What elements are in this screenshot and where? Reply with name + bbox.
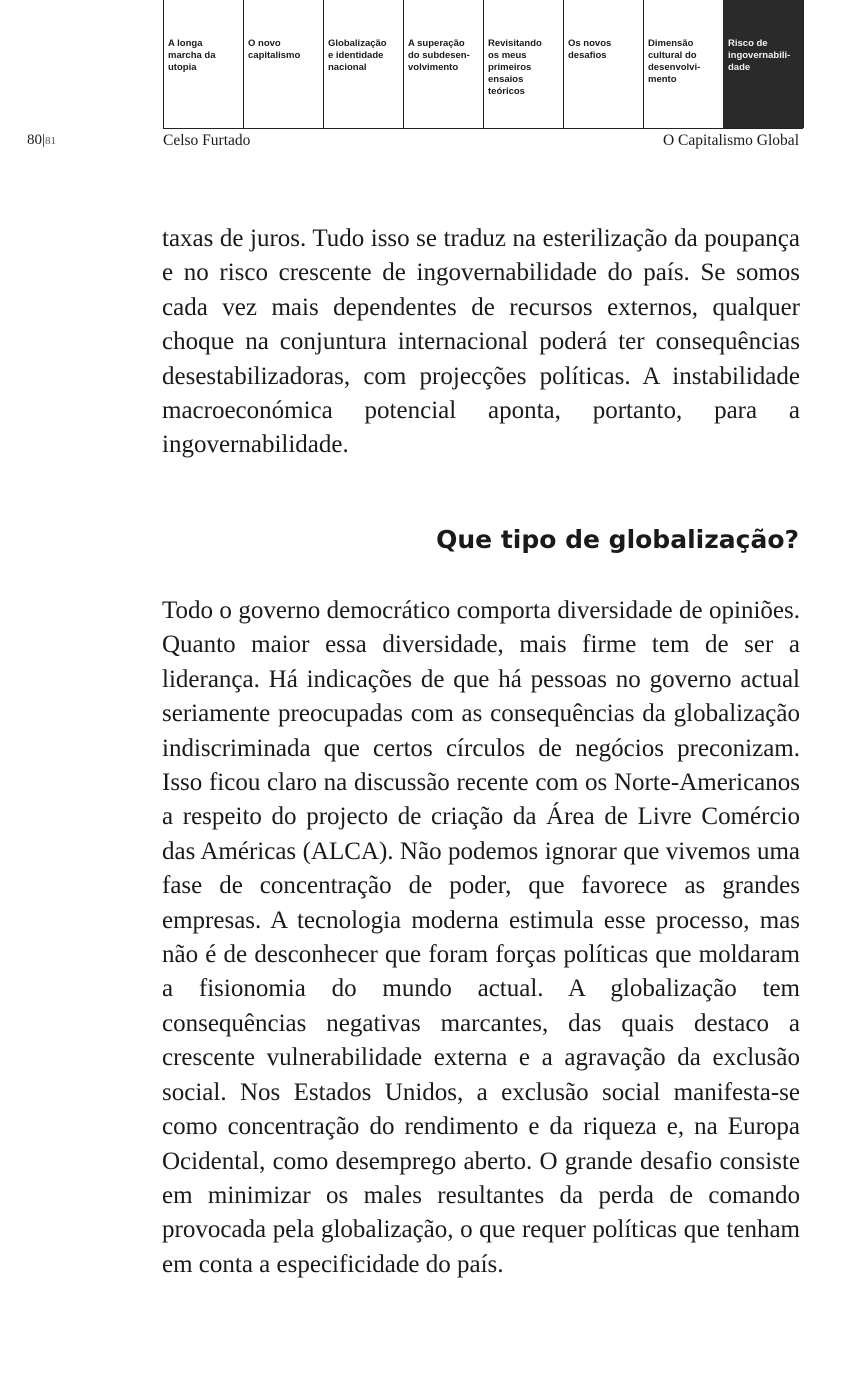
page-number-right: 81 (45, 135, 57, 147)
chapter-tab-label: Revisitando os meus primeiros ensaios teóricos (488, 38, 542, 97)
chapter-tab-revisitando-ensaios[interactable] (483, 0, 563, 128)
chapter-tab-longa-marcha[interactable] (163, 0, 243, 128)
chapter-tab-globalizacao-identidade[interactable] (323, 0, 403, 128)
chapter-tab-label: O novo capitalismo (248, 38, 301, 61)
chapter-tab-superacao-subdesenvolvimento[interactable] (403, 0, 483, 128)
chapter-tab-label: Dimensão cultural do desenvolvi- mento (648, 38, 701, 85)
body-paragraph-1: taxas de juros. Tudo isso se traduz na esterilização da poupança e no risco crescente de ingovernabilidade do país. Se somos cada vez mais dependentes de recursos externos, qualquer choque na conjuntura internacional poderá ter consequências desestabilizadoras, com projecções políticas. A instabilidade macroeconómica potencial aponta, portanto, para a ingovernabilidade. (162, 225, 800, 459)
chapter-tab-strip (163, 0, 803, 129)
author-name: Celso Furtado (163, 132, 251, 149)
chapter-tab-label: Risco de ingovernabili- dade (728, 38, 791, 73)
chapter-tab-label: Globalização e identidade nacional (328, 38, 387, 73)
page-number-left: 80 (27, 132, 42, 148)
chapter-tab-label: A superação do subdesen- volvimento (408, 38, 470, 73)
chapter-tab-novo-capitalismo[interactable] (243, 0, 323, 128)
chapter-tab-label: A longa marcha da utopia (168, 38, 216, 73)
tab-strip-right-border (803, 0, 804, 128)
body-paragraph-2: Todo o governo democrático comporta diversidade de opiniões. Quanto maior essa diversidade, mais firme tem de ser a liderança. Há indicações de que há pessoas no governo actual seriamente preocupadas com as consequências da globalização indiscriminada que certos círculos de negócios preconizam. Isso ficou claro na discussão recente com os Norte-Americanos a respeito do projecto de criação da Área de Livre Comércio das Américas (ALCA). Não podemos ignorar que vivemos uma fase de concentração de poder, que favorece as grandes empresas. A tecnologia moderna estimula esse processo, mas não é de desconhecer que foram forças políticas que moldaram a fisionomia do mundo actual. A globalização tem consequências negativas marcantes, das quais destaco a crescente vulnerabilidade externa e a agravação da exclusão social. Nos Estados Unidos, a exclusão social manifesta-se como concentração do rendimento e da riqueza e, na Europa Ocidental, como desemprego aberto. O grande desafio consiste em minimizar os males resultantes da perda de comando provocada pela globalização, o que requer políticas que tenham em conta a especificidade do país. (162, 597, 800, 1278)
page-numbers (27, 132, 56, 149)
page-number-separator: | (42, 132, 46, 148)
chapter-tab-dimensao-cultural[interactable] (643, 0, 723, 128)
chapter-tab-novos-desafios[interactable] (563, 0, 643, 128)
section-heading: Que tipo de globalização? (436, 525, 799, 554)
chapter-tab-label: Os novos desafios (568, 38, 612, 61)
book-title: O Capitalismo Global (662, 132, 799, 149)
running-header (0, 132, 841, 156)
chapter-tab-risco-ingovernabilidade[interactable] (723, 0, 803, 128)
